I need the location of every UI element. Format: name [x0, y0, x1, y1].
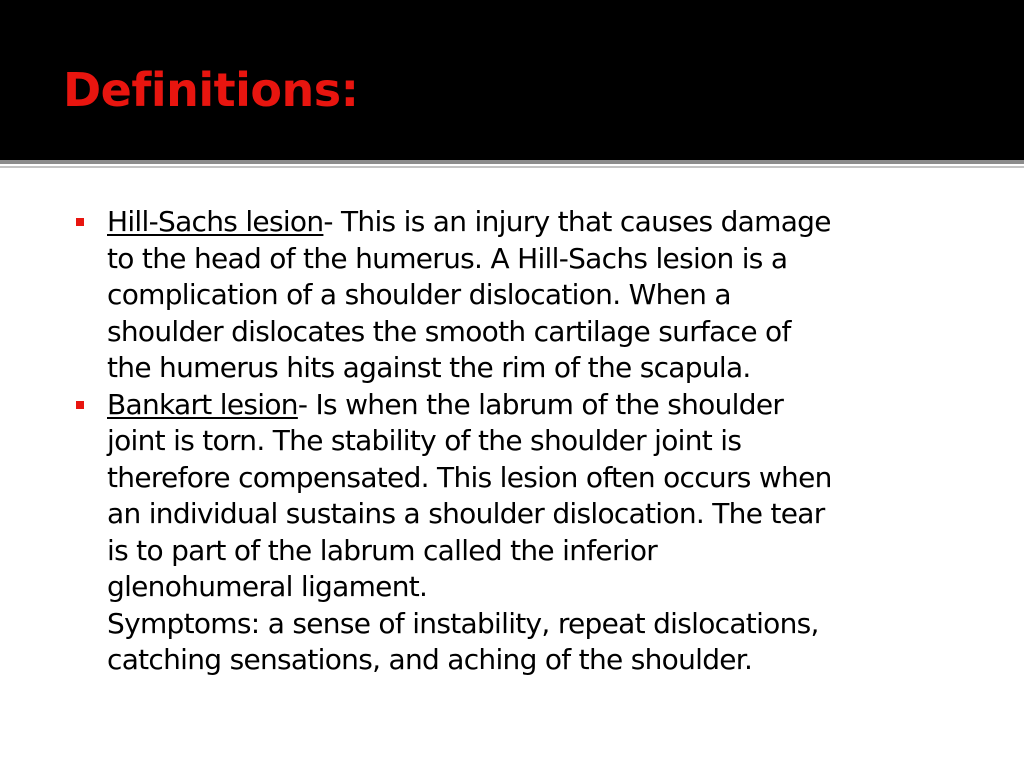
bullet-bankart: [76, 387, 976, 679]
bullet-line: is to part of the labrum called the inferior: [107, 533, 658, 567]
symptoms-line: catching sensations, and aching of the shoulder.: [107, 643, 753, 676]
definition-text: - Is when the labrum of the shoulder: [297, 387, 784, 421]
term-bankart-lesion: Bankart lesion: [107, 387, 298, 421]
bullet-marker-icon: [76, 218, 84, 226]
bullet-line: [107, 204, 976, 241]
bullet-line: joint is torn. The stability of the shoulder joint is: [107, 424, 742, 457]
definition-text: - This is an injury that causes damage: [323, 205, 831, 238]
bullet-line: complication of a shoulder dislocation. When a: [107, 278, 731, 311]
term-hill-sachs-lesion: Hill-Sachs lesion: [107, 205, 324, 238]
slide-body: [76, 204, 976, 679]
bullet-hill-sachs: [76, 204, 976, 387]
slide-title: Definitions:: [63, 63, 359, 117]
symptoms-line: Symptoms: a sense of instability, repeat dislocations,: [107, 606, 819, 640]
bullet-line: an individual sustains a shoulder dislocation. The tear: [107, 497, 825, 530]
title-divider-thin: [0, 166, 1024, 168]
title-bar: [0, 0, 1024, 160]
bullet-line: glenohumeral ligament.: [107, 570, 428, 603]
bullet-line: shoulder dislocates the smooth cartilage surface of: [107, 314, 791, 348]
bullet-line: [107, 387, 976, 424]
bullet-line: the humerus hits against the rim of the scapula.: [107, 351, 751, 384]
bullet-marker-icon: [76, 401, 84, 409]
bullet-line: therefore compensated. This lesion often occurs when: [107, 460, 832, 494]
bullet-line: to the head of the humerus. A Hill-Sachs lesion is a: [107, 241, 788, 275]
